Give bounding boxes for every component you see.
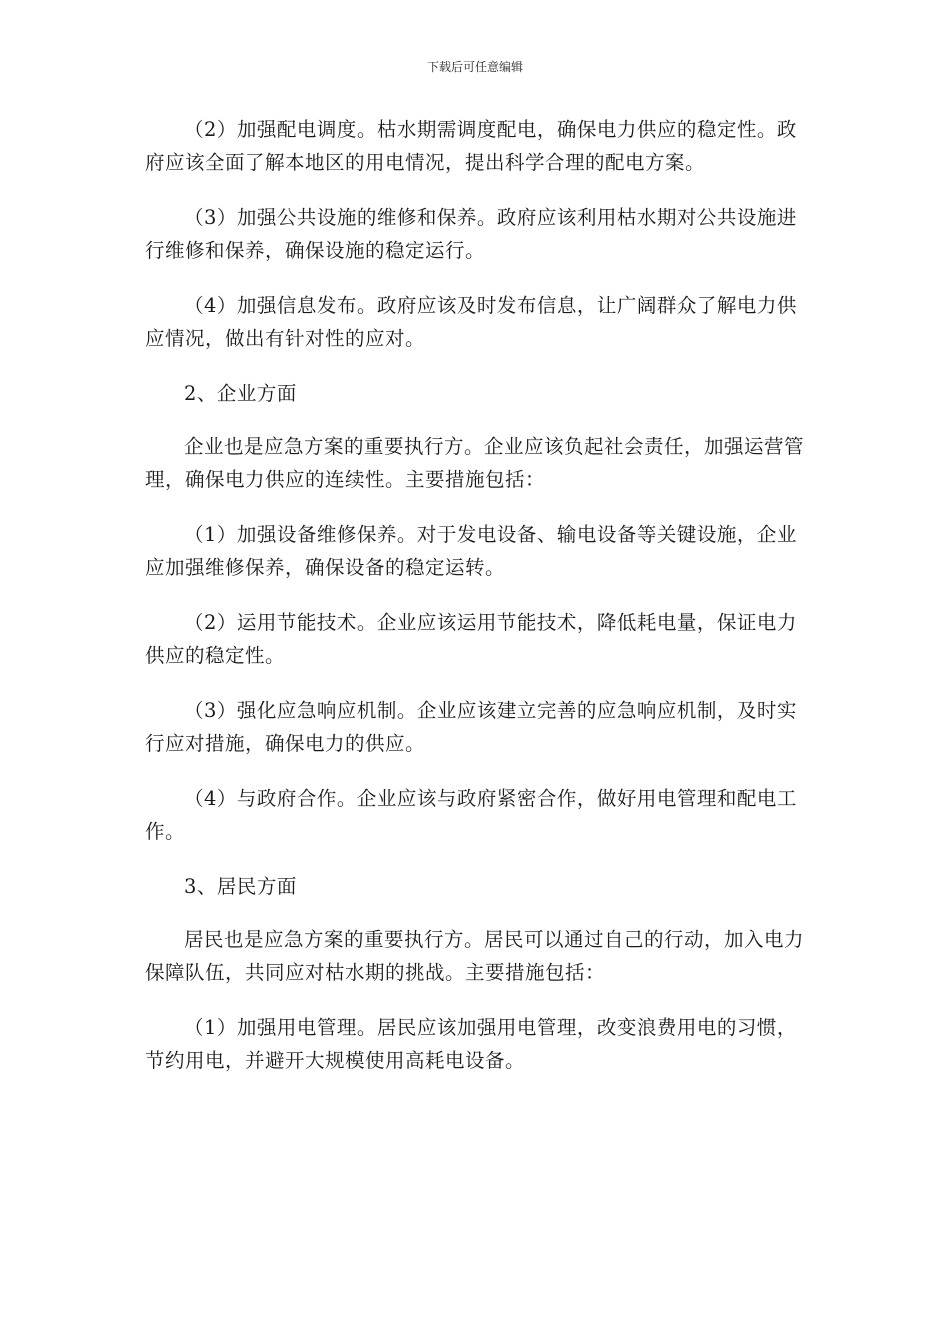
paragraph-public-facilities: （3）加强公共设施的维修和保养。政府应该利用枯水期对公共设施进行维修和保养，确保设施的稳定运行。 [145,206,797,262]
paragraph-equipment-maintenance: （1）加强设备维修保养。对于发电设备、输电设备等关键设施，企业应加强维修保养，确保设备的稳定运转。 [145,523,797,579]
page-header: 下载后可任意编辑 [426,60,523,74]
paragraph-power-dispatch: （2）加强配电调度。枯水期需调度配电，确保电力供应的稳定性。政府应该全面了解本地区的用电情况，提出科学合理的配电方案。 [145,118,797,174]
paragraph-info-release: （4）加强信息发布。政府应该及时发布信息，让广阔群众了解电力供应情况，做出有针对性的应对。 [145,294,797,350]
paragraph-government-cooperation: （4）与政府合作。企业应该与政府紧密合作，做好用电管理和配电工作。 [145,787,797,843]
section-heading-enterprise: 2、企业方面 [184,382,297,405]
paragraph-energy-saving: （2）运用节能技术。企业应该运用节能技术，降低耗电量，保证电力供应的稳定性。 [145,611,797,667]
section-heading-residents: 3、居民方面 [184,875,297,898]
paragraph-electricity-management: （1）加强用电管理。居民应该加强用电管理，改变浪费用电的习惯，节约用电，并避开大规模使用高耗电设备。 [145,1016,797,1072]
paragraph-emergency-response: （3）强化应急响应机制。企业应该建立完善的应急响应机制，及时实行应对措施，确保电力的供应。 [145,699,797,755]
paragraph-residents-intro: 居民也是应急方案的重要执行方。居民可以通过自己的行动，加入电力保障队伍，共同应对枯水期的挑战。主要措施包括： [145,928,805,984]
paragraph-enterprise-intro: 企业也是应急方案的重要执行方。企业应该负起社会责任，加强运营管理，确保电力供应的连续性。主要措施包括： [145,435,805,491]
document-body [145,113,810,1099]
